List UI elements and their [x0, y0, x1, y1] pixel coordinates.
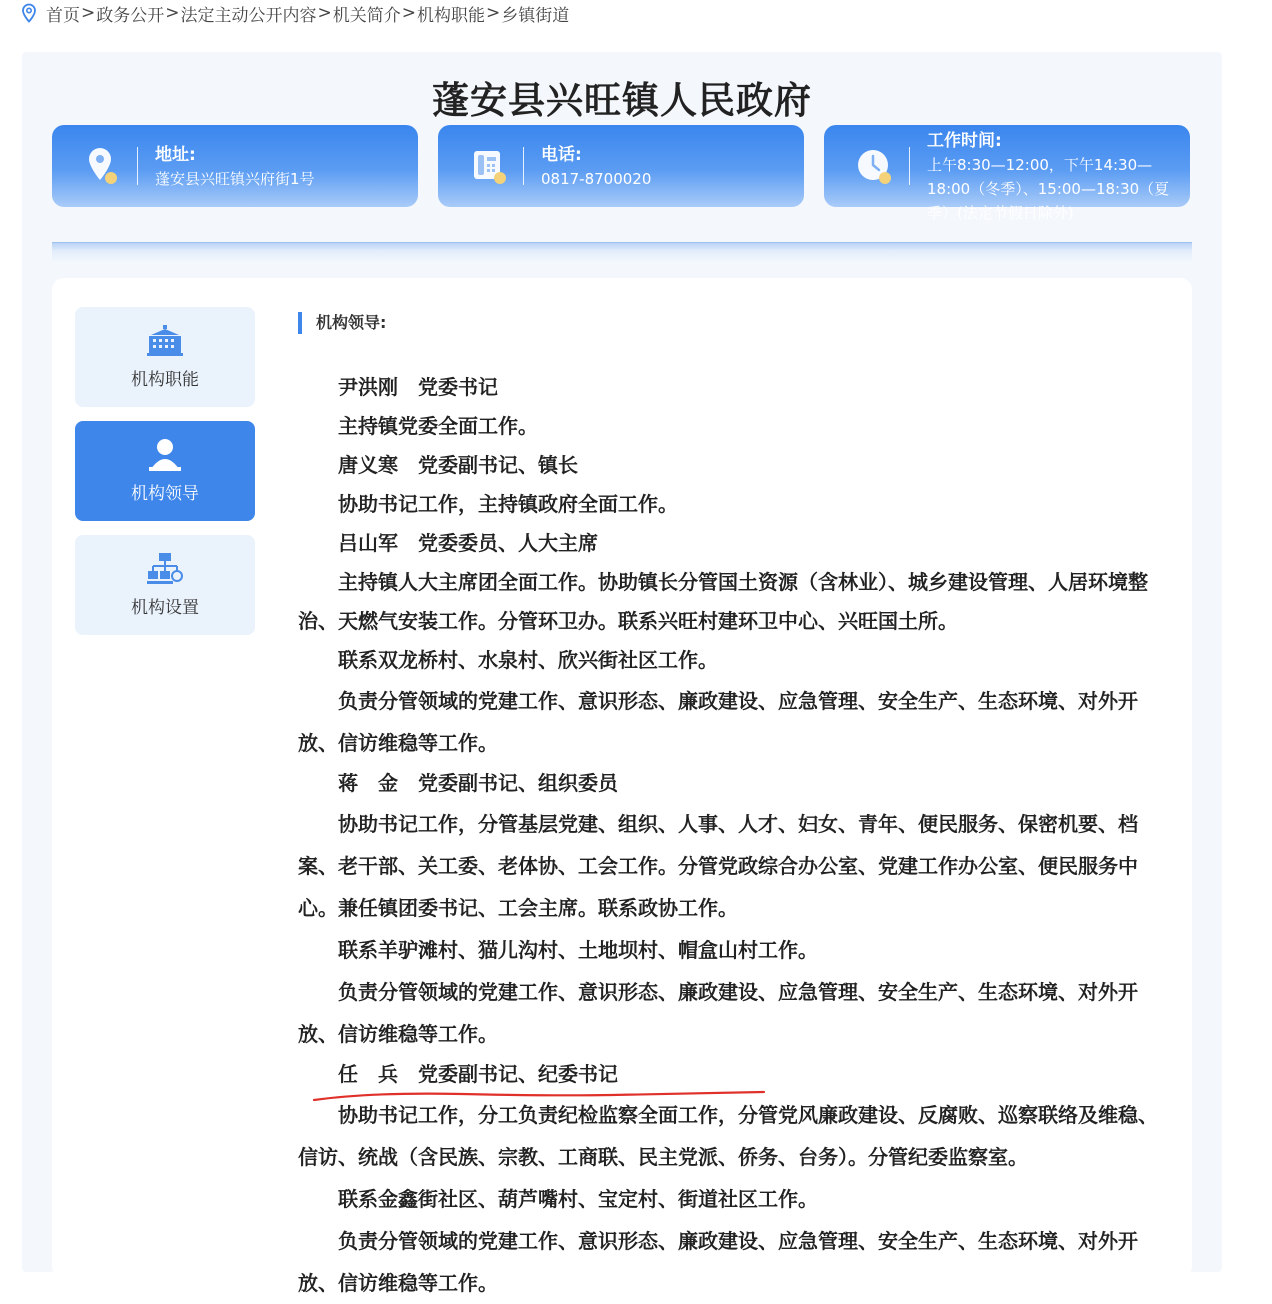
sidebar-item-leaders[interactable] [75, 421, 255, 521]
leader-duty: 协助书记工作，分工负责纪检监察全面工作，分管党风廉政建设、反腐败、巡察联络及维稳、信访、统战（含民族、宗教、工商联、民主党派、侨务、台务）。分管纪委监察室。 [298, 1103, 1158, 1169]
breadcrumb-separator: > [317, 3, 332, 23]
card-divider [523, 147, 524, 185]
phone-value: 0817-8700020 [541, 170, 652, 188]
clock-icon [854, 145, 896, 187]
location-icon [82, 145, 124, 187]
sidebar-item-structure[interactable] [75, 535, 255, 635]
breadcrumb-separator: > [401, 3, 416, 23]
card-divider [909, 147, 910, 185]
phone-icon [468, 145, 510, 187]
breadcrumb-agency-intro[interactable]: 机关简介 [332, 5, 401, 26]
breadcrumb-home[interactable]: 首页 [46, 5, 80, 26]
breadcrumb-gov-affairs[interactable]: 政务公开 [96, 5, 165, 26]
breadcrumb-separator: > [81, 3, 96, 23]
section-title: 机构领导: [298, 312, 386, 334]
red-underline-annotation [312, 1088, 767, 1104]
work-hours-line: 上午8:30—12:00，下午14:30— [927, 156, 1153, 174]
leader-name-title: 尹洪刚 党委书记 [338, 375, 498, 399]
work-hours-label: 工作时间: [927, 131, 1002, 151]
leader-duty: 协助书记工作，主持镇政府全面工作。 [338, 492, 678, 516]
address-label: 地址: [155, 145, 196, 165]
leader-name-title: 蒋 金 党委副书记、组织委员 [338, 771, 618, 795]
breadcrumb-separator: > [486, 3, 501, 23]
page-title: 蓬安县兴旺镇人民政府 [432, 79, 812, 122]
leader-name-title: 唐义寒 党委副书记、镇长 [338, 453, 578, 477]
sidebar-item-label: 机构职能 [131, 370, 199, 390]
leader-responsibility: 负责分管领域的党建工作、意识形态、廉政建设、应急管理、安全生产、生态环境、对外开放、信访维稳等工作。 [298, 1229, 1138, 1295]
breadcrumb-towns[interactable]: 乡镇街道 [501, 5, 570, 26]
address-value: 蓬安县兴旺镇兴府街1号 [155, 170, 315, 188]
leader-contact: 联系双龙桥村、水泉村、欣兴街社区工作。 [338, 648, 718, 672]
card-divider [137, 147, 138, 185]
breadcrumb-separator: > [165, 3, 180, 23]
sidebar-item-functions[interactable] [75, 307, 255, 407]
sidebar-item-label: 机构设置 [131, 598, 199, 618]
breadcrumb [20, 0, 569, 26]
org-chart-icon [145, 551, 185, 587]
person-icon [145, 437, 185, 473]
breadcrumb-statutory[interactable]: 法定主动公开内容 [180, 5, 317, 26]
breadcrumb-functions[interactable]: 机构职能 [417, 5, 485, 26]
leader-duty: 协助书记工作，分管基层党建、组织、人事、人才、妇女、青年、便民服务、保密机要、档案、老干部、关工委、老体协、工会工作。分管党政综合办公室、党建工作办公室、便民服务中心。兼任镇团委书记、工会主席。联系政协工作。 [298, 812, 1138, 920]
address-card [52, 125, 418, 207]
leader-responsibility: 负责分管领域的党建工作、意识形态、廉政建设、应急管理、安全生产、生态环境、对外开放、信访维稳等工作。 [298, 689, 1138, 755]
header-band [52, 242, 1192, 263]
sidebar-item-label: 机构领导 [131, 484, 199, 504]
leader-duty: 主持镇人大主席团全面工作。协助镇长分管国土资源（含林业）、城乡建设管理、人居环境整治、天燃气安装工作。分管环卫办。联系兴旺村建环卫中心、兴旺国土所。 [298, 570, 1148, 633]
work-hours-line: 18:00（冬季）、15:00—18:30（夏 [927, 180, 1170, 198]
leader-contact: 联系羊驴滩村、猫儿沟村、土地坝村、帽盒山村工作。 [338, 938, 818, 962]
leader-responsibility: 负责分管领域的党建工作、意识形态、廉政建设、应急管理、安全生产、生态环境、对外开放、信访维稳等工作。 [298, 980, 1138, 1046]
leader-name-title: 吕山军 党委委员、人大主席 [338, 531, 598, 555]
work-hours-card [824, 125, 1190, 222]
leader-name-title: 任 兵 党委副书记、纪委书记 [338, 1062, 618, 1086]
building-icon [145, 323, 185, 359]
phone-label: 电话: [541, 145, 582, 165]
phone-card [438, 125, 804, 207]
location-pin-icon [20, 3, 38, 23]
work-hours-line: 季）(法定节假日除外) [927, 204, 1074, 222]
leader-contact: 联系金鑫街社区、葫芦嘴村、宝定村、街道社区工作。 [338, 1187, 818, 1211]
leaders-article [298, 368, 1163, 1304]
leader-duty: 主持镇党委全面工作。 [338, 414, 538, 438]
